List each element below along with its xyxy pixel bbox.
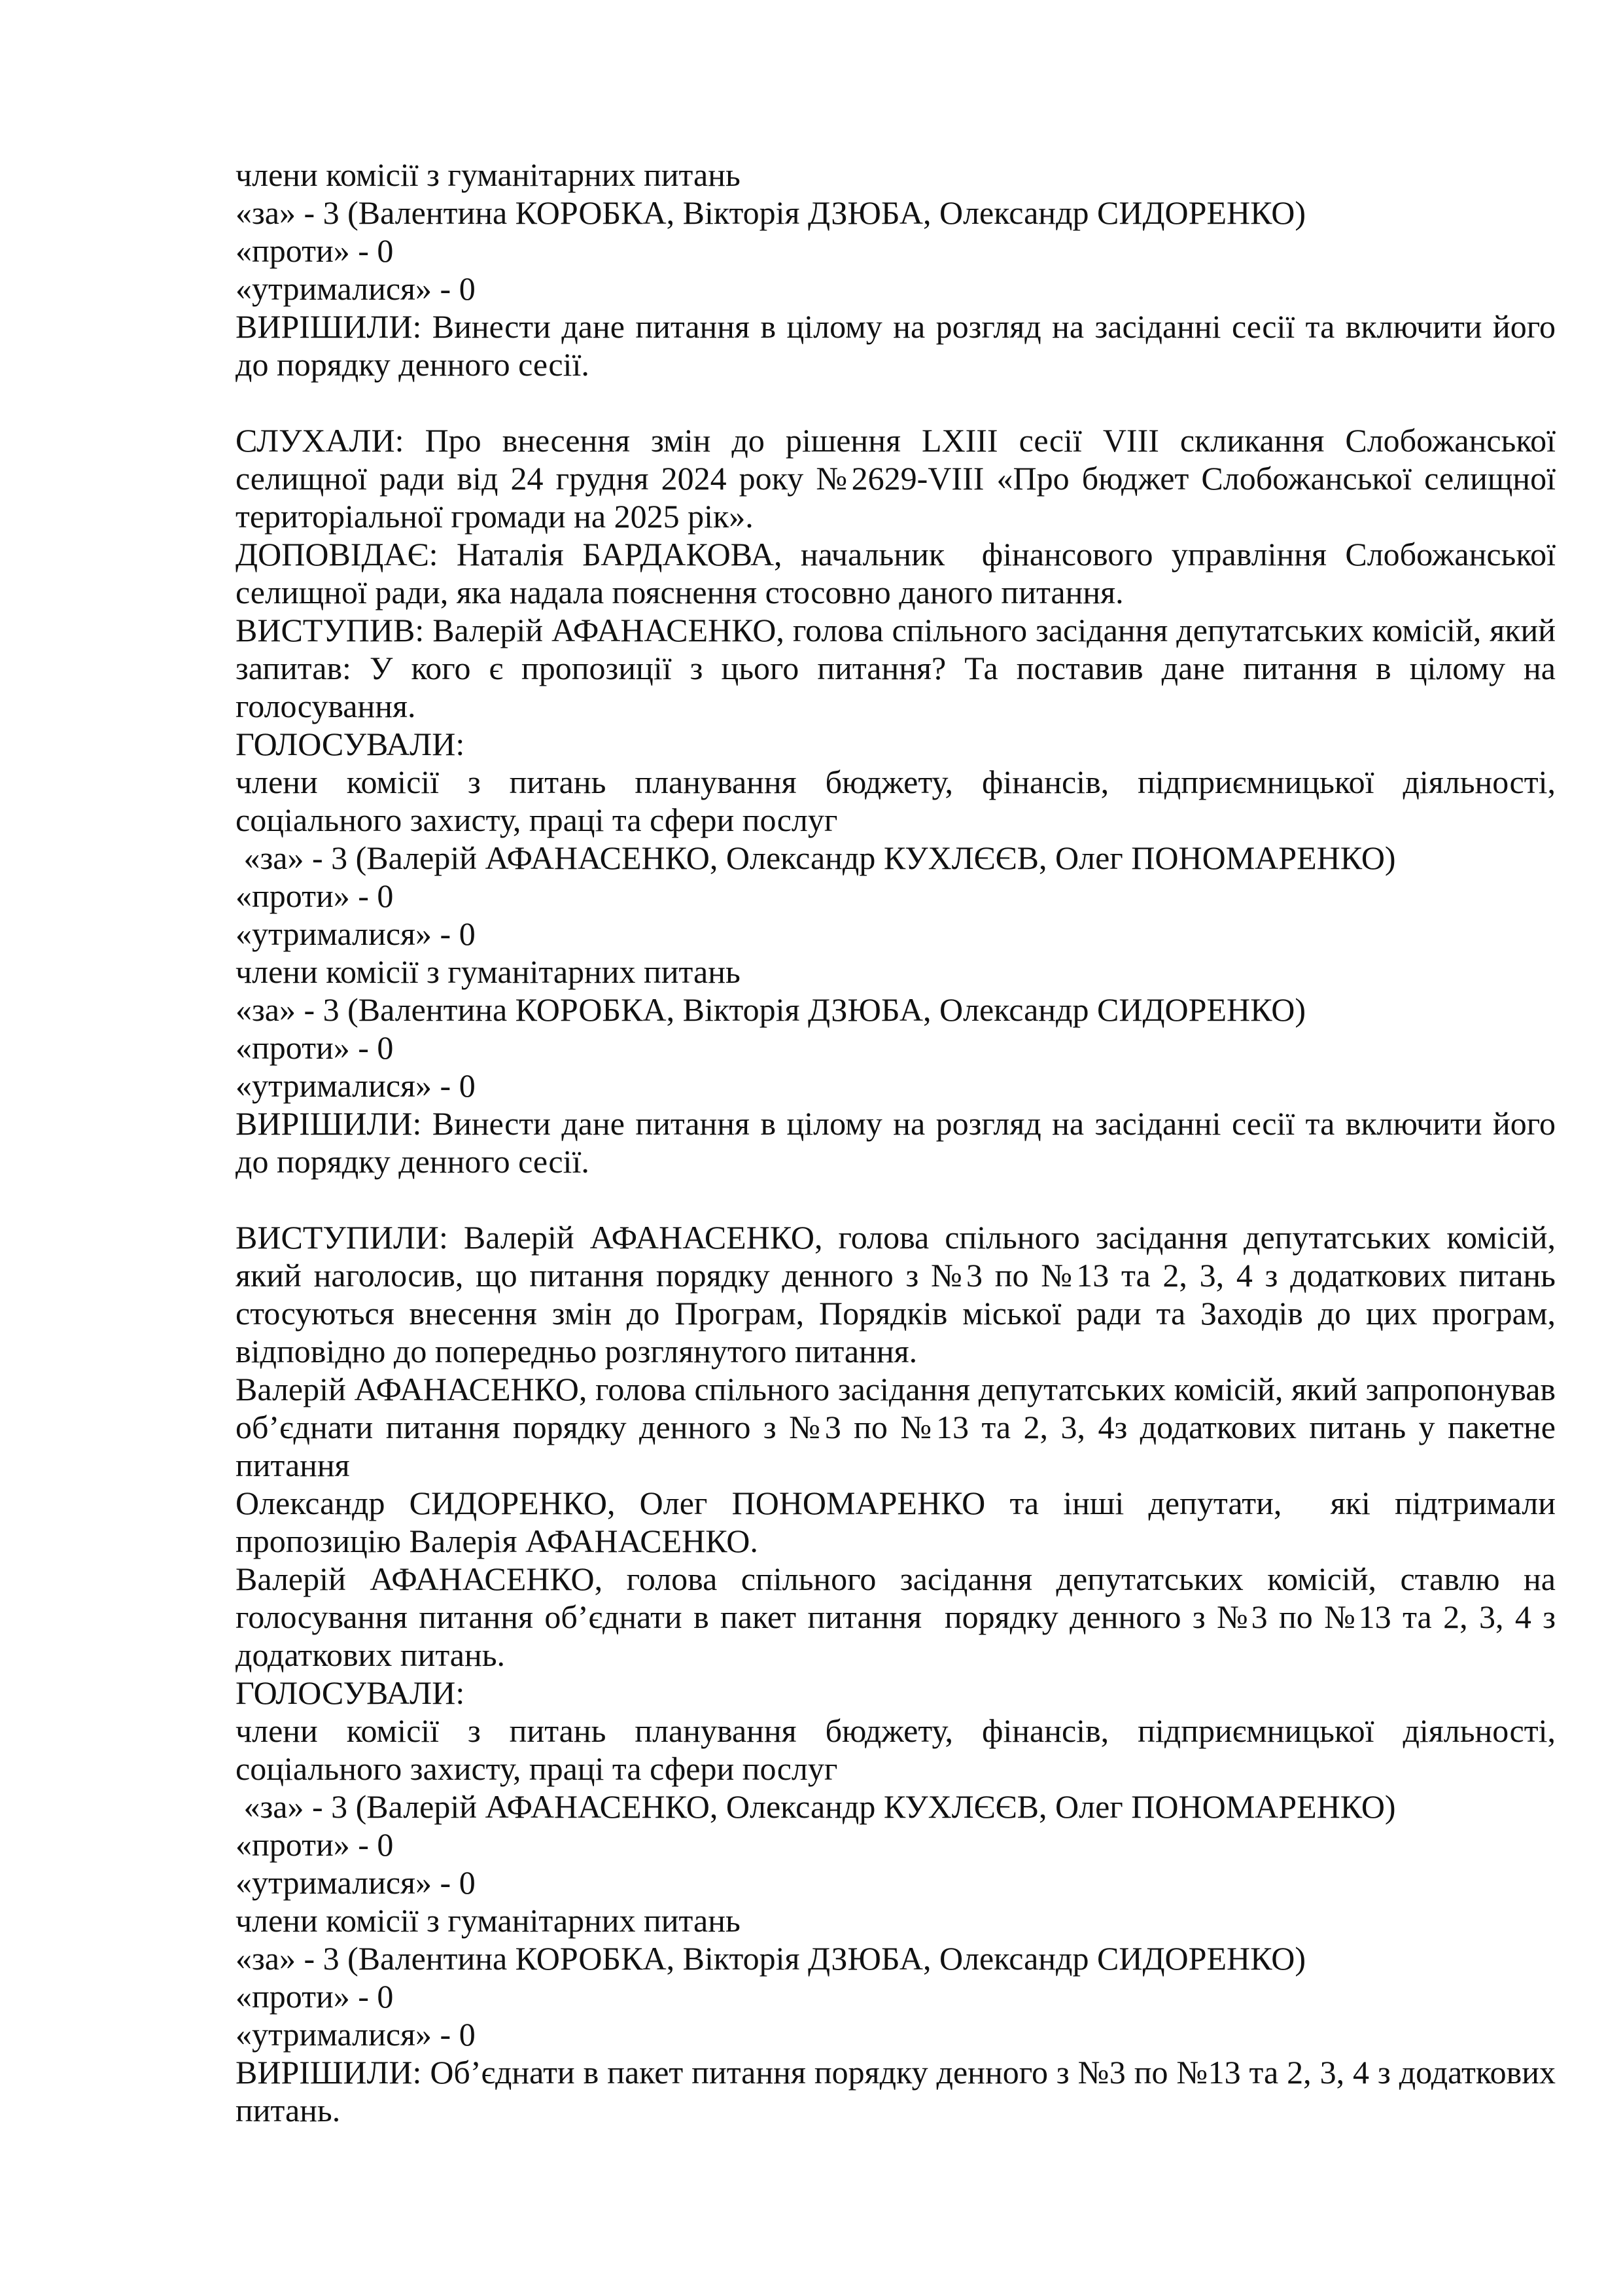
vote-for: «за» - 3 (Валерій АФАНАСЕНКО, Олександр КУХЛЄЄВ, Олег ПОНОМАРЕНКО)	[236, 1788, 1396, 1825]
reporter: ДОПОВІДАЄ: Наталія БАРДАКОВА, начальник фінансового управління Слобожанської селищної ради, яка надала пояснення стосовно даного питання.	[236, 536, 1564, 610]
decision: ВИРІШИЛИ: Винести дане питання в цілому на розгляд на засіданні сесії та включити його до порядку денного сесії.	[236, 308, 1564, 383]
support: Олександр СИДОРЕНКО, Олег ПОНОМАРЕНКО та інші депутати, які підтримали пропозицію Валерія АФАНАСЕНКО.	[236, 1485, 1564, 1559]
decision: ВИРІШИЛИ: Об’єднати в пакет питання порядку денного з №3 по №13 та 2, 3, 4 з додаткових питань.	[236, 2054, 1564, 2128]
heard: СЛУХАЛИ: Про внесення змін до рішення LXIII сесії VIII скликання Слобожанської селищної ради від 24 грудня 2024 року №2629-VIII «Про бюджет Слобожанської селищної територіальної громади на 2025 рік».	[236, 422, 1564, 535]
committee-label: члени комісії з гуманітарних питань	[236, 156, 741, 193]
vote-for: «за» - 3 (Валентина КОРОБКА, Вікторія ДЗЮБА, Олександр СИДОРЕНКО)	[236, 194, 1306, 231]
vote-abstained: «утрималися» - 0	[236, 915, 476, 952]
document-page	[236, 156, 1564, 2129]
voted-heading: ГОЛОСУВАЛИ:	[236, 726, 465, 762]
vote-for: «за» - 3 (Валентина КОРОБКА, Вікторія ДЗЮБА, Олександр СИДОРЕНКО)	[236, 1940, 1306, 1977]
section-budget-amendment	[236, 421, 1564, 1180]
put-to-vote: Валерій АФАНАСЕНКО, голова спільного засідання депутатських комісій, ставлю на голосування питання об’єднати в пакет питання порядку денного з №3 по №13 та 2, 3, 4 з додаткових питань.	[236, 1561, 1564, 1673]
vote-abstained: «утрималися» - 0	[236, 1067, 476, 1104]
vote-abstained: «утрималися» - 0	[236, 270, 476, 307]
committee-label: члени комісії з гуманітарних питань	[236, 1902, 741, 1939]
proposal: Валерій АФАНАСЕНКО, голова спільного засідання депутатських комісій, який запропонував об’єднати питання порядку денного з №3 по №13 та 2, 3, 4з додаткових питань у пакетне питання	[236, 1371, 1564, 1483]
committee-label: члени комісії з питань планування бюджету, фінансів, підприємницької діяльності, соціального захисту, праці та сфери послуг	[236, 764, 1564, 838]
vote-abstained: «утрималися» - 0	[236, 2016, 476, 2053]
decision: ВИРІШИЛИ: Винести дане питання в цілому на розгляд на засіданні сесії та включити його до порядку денного сесії.	[236, 1105, 1564, 1180]
paragraph-gap	[236, 383, 1556, 421]
section-humanitarian-vote	[236, 156, 1564, 383]
paragraph-gap	[236, 1180, 1556, 1218]
vote-against: «проти» - 0	[236, 1826, 394, 1863]
speakers: ВИСТУПИЛИ: Валерій АФАНАСЕНКО, голова спільного засідання депутатських комісій, який наголосив, що питання порядку денного з №3 по №13 та 2, 3, 4 з додаткових питань стосуються внесення змін до Програм, Порядків міської ради та Заходів до цих програм, відповідно до попередньо розглянутого питання.	[236, 1219, 1564, 1369]
vote-abstained: «утрималися» - 0	[236, 1864, 476, 1901]
committee-label: члени комісії з питань планування бюджету, фінансів, підприємницької діяльності, соціального захисту, праці та сфери послуг	[236, 1712, 1564, 1787]
section-package-merge	[236, 1218, 1564, 2129]
speaker: ВИСТУПИВ: Валерій АФАНАСЕНКО, голова спільного засідання депутатських комісій, який запитав: У кого є пропозиції з цього питання? Та поставив дане питання в цілому на голосування.	[236, 612, 1564, 724]
vote-against: «проти» - 0	[236, 877, 394, 914]
vote-for: «за» - 3 (Валентина КОРОБКА, Вікторія ДЗЮБА, Олександр СИДОРЕНКО)	[236, 991, 1306, 1028]
voted-heading: ГОЛОСУВАЛИ:	[236, 1674, 465, 1711]
vote-against: «проти» - 0	[236, 1029, 394, 1066]
vote-for: «за» - 3 (Валерій АФАНАСЕНКО, Олександр КУХЛЄЄВ, Олег ПОНОМАРЕНКО)	[236, 839, 1396, 876]
vote-against: «проти» - 0	[236, 232, 394, 269]
committee-label: члени комісії з гуманітарних питань	[236, 953, 741, 990]
vote-against: «проти» - 0	[236, 1978, 394, 2015]
